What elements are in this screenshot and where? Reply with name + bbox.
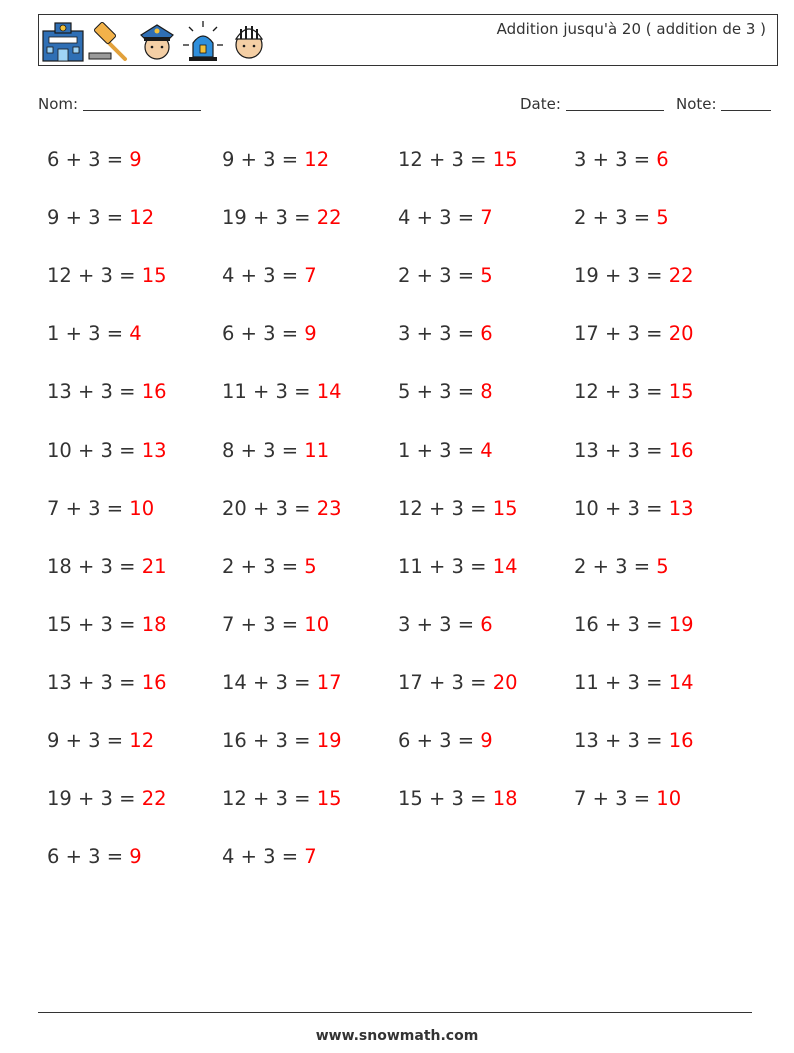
problem-answer: 22 [316, 206, 342, 230]
problem-question: 9 + 3 = [47, 206, 130, 230]
problem-answer: 19 [316, 729, 342, 752]
problem-answer: 15 [668, 380, 694, 404]
problem-answer: 16 [141, 380, 167, 404]
problem-answer: 12 [304, 148, 330, 171]
problem-answer: 13 [668, 496, 694, 520]
problem-question: 3 + 3 = [398, 612, 481, 636]
problem-item [47, 148, 142, 171]
problem-item [398, 148, 518, 171]
problem-item [222, 148, 329, 171]
problem-answer: 22 [668, 264, 694, 288]
problem-item [574, 497, 694, 520]
problem-item [47, 555, 167, 578]
problem-item [574, 264, 694, 287]
problem-item [47, 729, 154, 752]
problem-item [398, 497, 518, 520]
problem-question: 19 + 3 = [47, 787, 142, 811]
problem-answer: 7 [304, 264, 317, 288]
problem-question: 15 + 3 = [47, 612, 142, 636]
problem-question: 7 + 3 = [574, 787, 657, 811]
problem-answer: 5 [656, 554, 669, 578]
problem-question: 18 + 3 = [47, 554, 142, 578]
problem-question: 4 + 3 = [222, 845, 305, 869]
problem-question: 2 + 3 = [574, 206, 657, 230]
problem-item [222, 729, 342, 752]
problem-item [222, 845, 317, 868]
problem-answer: 4 [480, 438, 493, 462]
problem-answer: 14 [492, 554, 518, 578]
problem-question: 2 + 3 = [222, 554, 305, 578]
problem-item [574, 380, 694, 403]
date-line[interactable] [566, 96, 664, 111]
problem-question: 10 + 3 = [47, 438, 142, 462]
name-label: Nom: [38, 95, 79, 113]
problem-question: 7 + 3 = [47, 496, 130, 520]
footer-divider [38, 1012, 752, 1013]
problem-item [574, 613, 694, 636]
problem-answer: 9 [304, 322, 317, 346]
problem-item [47, 439, 167, 462]
problem-item [574, 555, 669, 578]
problem-item [222, 787, 342, 810]
problem-answer: 23 [316, 496, 342, 520]
problem-item [222, 439, 329, 462]
problem-item [47, 671, 167, 694]
problem-answer: 20 [492, 670, 518, 694]
problem-question: 11 + 3 = [398, 554, 493, 578]
problem-answer: 10 [129, 496, 155, 520]
problem-item [47, 497, 154, 520]
problem-item [222, 380, 342, 403]
problem-question: 1 + 3 = [47, 322, 130, 346]
problem-item [222, 671, 342, 694]
problem-item [574, 148, 669, 171]
date-label: Date: [520, 95, 561, 113]
problem-question: 12 + 3 = [398, 148, 493, 171]
problem-answer: 9 [129, 845, 142, 869]
name-field[interactable] [38, 95, 201, 113]
problem-item [47, 264, 167, 287]
problem-question: 6 + 3 = [222, 322, 305, 346]
problem-item [398, 322, 493, 345]
problem-question: 6 + 3 = [47, 148, 130, 171]
problem-question: 12 + 3 = [398, 496, 493, 520]
problem-question: 20 + 3 = [222, 496, 317, 520]
problem-question: 7 + 3 = [222, 612, 305, 636]
problem-item [574, 671, 694, 694]
problem-item [398, 555, 518, 578]
problem-answer: 15 [492, 496, 518, 520]
footer-url: www.snowmath.com [315, 1028, 479, 1044]
problem-question: 14 + 3 = [222, 670, 317, 694]
problem-question: 11 + 3 = [574, 670, 669, 694]
problem-question: 12 + 3 = [574, 380, 669, 404]
problem-item [398, 729, 493, 752]
problem-answer: 15 [316, 787, 342, 811]
problem-item [47, 206, 154, 229]
siren-icon [181, 19, 225, 63]
problem-question: 15 + 3 = [398, 787, 493, 811]
problem-question: 5 + 3 = [398, 380, 481, 404]
problem-answer: 20 [668, 322, 694, 346]
problem-item [222, 497, 342, 520]
problem-answer: 16 [668, 729, 694, 752]
problem-answer: 18 [141, 612, 167, 636]
police-station-icon [41, 19, 85, 63]
problem-answer: 18 [492, 787, 518, 811]
date-field[interactable] [520, 95, 664, 113]
problem-item [222, 555, 317, 578]
problem-item [222, 613, 329, 636]
note-label: Note: [676, 95, 717, 113]
worksheet-header [38, 14, 778, 66]
problem-item [574, 729, 694, 752]
problem-answer: 14 [668, 670, 694, 694]
problem-item [47, 322, 142, 345]
problem-question: 4 + 3 = [398, 206, 481, 230]
problem-question: 13 + 3 = [574, 729, 669, 752]
problem-item [47, 845, 142, 868]
problem-answer: 5 [480, 264, 493, 288]
problem-item [398, 671, 518, 694]
problem-question: 12 + 3 = [222, 787, 317, 811]
problem-question: 17 + 3 = [398, 670, 493, 694]
problem-item [574, 787, 681, 810]
problem-question: 16 + 3 = [574, 612, 669, 636]
problem-question: 16 + 3 = [222, 729, 317, 752]
problem-answer: 7 [480, 206, 493, 230]
problem-question: 19 + 3 = [222, 206, 317, 230]
problem-question: 1 + 3 = [398, 438, 481, 462]
problem-question: 9 + 3 = [47, 729, 130, 752]
problem-item [574, 206, 669, 229]
problem-answer: 4 [129, 322, 142, 346]
problem-answer: 9 [129, 148, 142, 171]
problem-answer: 8 [480, 380, 493, 404]
problem-answer: 5 [304, 554, 317, 578]
problem-question: 10 + 3 = [574, 496, 669, 520]
problem-question: 8 + 3 = [222, 438, 305, 462]
problem-answer: 13 [141, 438, 167, 462]
problem-question: 6 + 3 = [398, 729, 481, 752]
worksheet-title: Addition jusqu'à 20 ( addition de 3 ) [496, 20, 766, 38]
problem-answer: 6 [656, 148, 669, 171]
problem-question: 4 + 3 = [222, 264, 305, 288]
problem-question: 2 + 3 = [398, 264, 481, 288]
problem-answer: 21 [141, 554, 167, 578]
problem-answer: 16 [141, 670, 167, 694]
problem-question: 13 + 3 = [574, 438, 669, 462]
problem-answer: 22 [141, 787, 167, 811]
problem-answer: 5 [656, 206, 669, 230]
problem-item [398, 787, 518, 810]
note-line[interactable] [721, 96, 771, 111]
problem-item [574, 439, 694, 462]
problem-item [398, 613, 493, 636]
note-field[interactable] [676, 95, 771, 113]
problem-answer: 11 [304, 438, 330, 462]
problem-question: 13 + 3 = [47, 670, 142, 694]
problem-item [222, 206, 342, 229]
problem-question: 12 + 3 = [47, 264, 142, 288]
problem-item [398, 380, 493, 403]
problem-answer: 16 [668, 438, 694, 462]
problem-question: 3 + 3 = [398, 322, 481, 346]
problem-answer: 14 [316, 380, 342, 404]
problem-question: 9 + 3 = [222, 148, 305, 171]
problem-answer: 17 [316, 670, 342, 694]
prisoner-icon [227, 19, 271, 63]
problem-item [47, 787, 167, 810]
name-line[interactable] [83, 96, 201, 111]
problem-answer: 19 [668, 612, 694, 636]
problem-item [574, 322, 694, 345]
problem-question: 3 + 3 = [574, 148, 657, 171]
problem-item [222, 322, 317, 345]
problem-item [222, 264, 317, 287]
problem-item [398, 439, 493, 462]
problem-item [398, 264, 493, 287]
problem-question: 19 + 3 = [574, 264, 669, 288]
problem-answer: 6 [480, 322, 493, 346]
problem-question: 2 + 3 = [574, 554, 657, 578]
problem-item [47, 380, 167, 403]
problem-item [47, 613, 167, 636]
problem-item [398, 206, 493, 229]
problem-question: 11 + 3 = [222, 380, 317, 404]
problem-answer: 9 [480, 729, 493, 752]
police-officer-icon [135, 19, 179, 63]
problem-question: 17 + 3 = [574, 322, 669, 346]
problem-question: 6 + 3 = [47, 845, 130, 869]
problem-answer: 15 [492, 148, 518, 171]
problem-question: 13 + 3 = [47, 380, 142, 404]
problem-answer: 10 [304, 612, 330, 636]
problem-answer: 7 [304, 845, 317, 869]
problem-answer: 6 [480, 612, 493, 636]
gavel-icon [87, 19, 131, 63]
problem-answer: 10 [656, 787, 682, 811]
problem-answer: 12 [129, 729, 155, 752]
problem-answer: 12 [129, 206, 155, 230]
problem-answer: 15 [141, 264, 167, 288]
